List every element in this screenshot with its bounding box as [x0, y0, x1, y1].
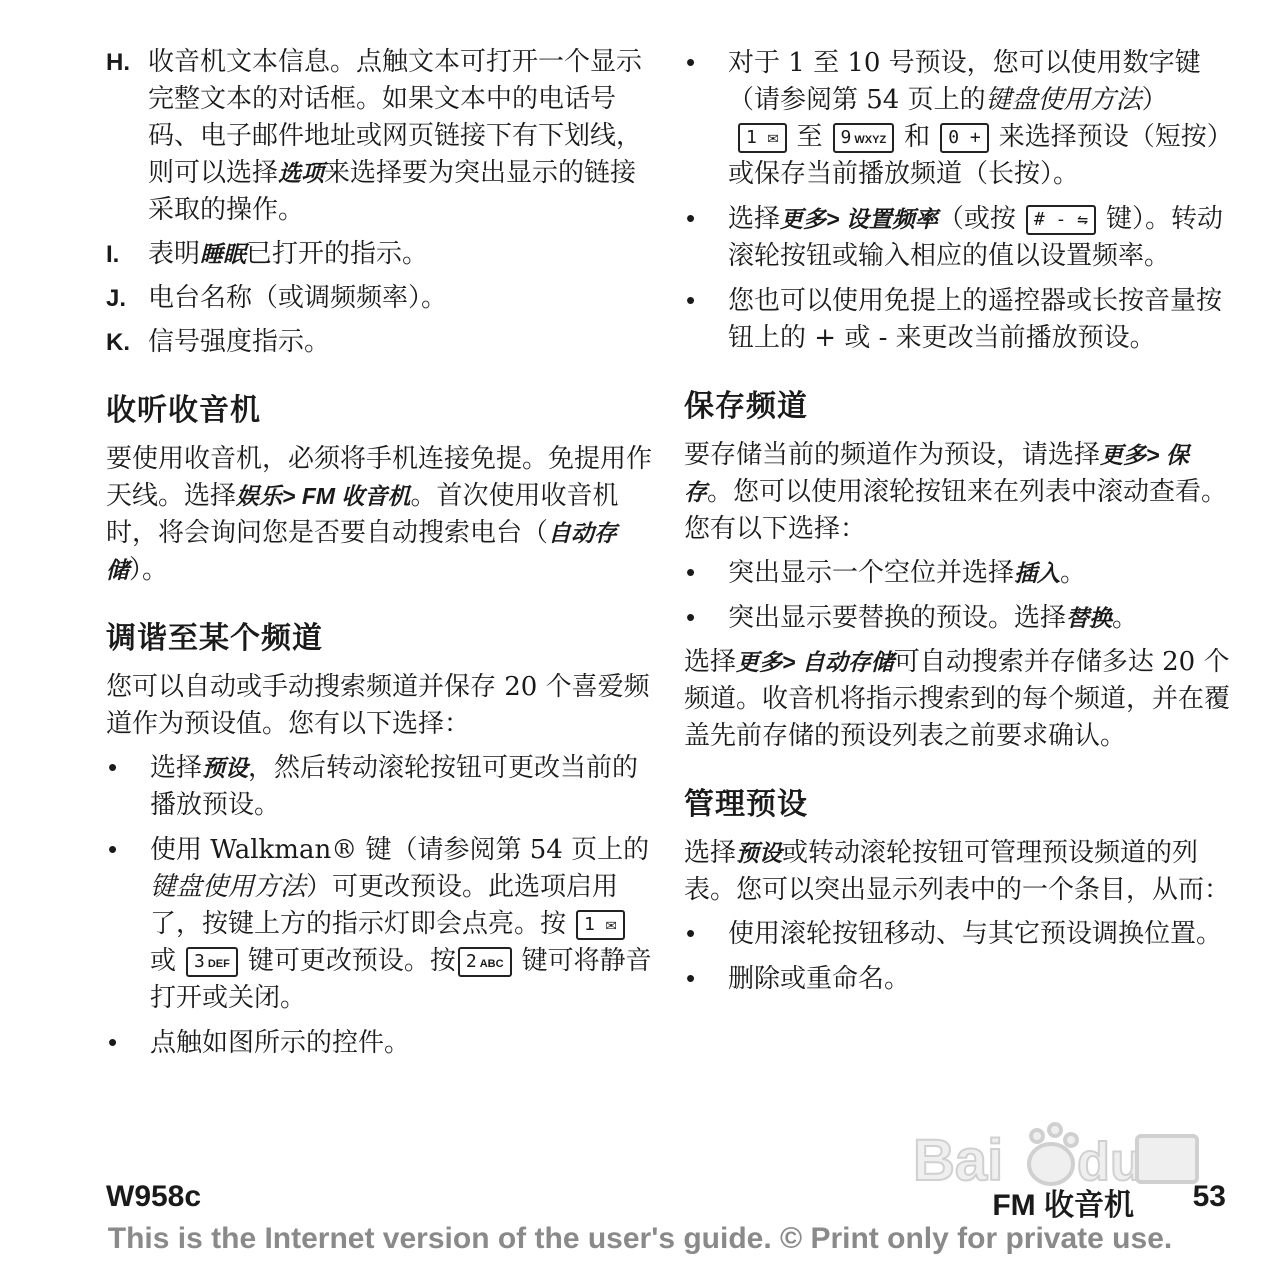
item-letter: J.	[106, 285, 127, 312]
bullet-item: • 对于 1 至 10 号预设，您可以使用数字键（请参阅第 54 页上的键盘使用方法）1 ✉ 至 9 WXYZ 和 0 + 来选择预设（短按）或保存当前播放频道（长按）。	[684, 44, 1232, 193]
item-text: 收音机文本信息。点触文本可打开一个显示完整文本的对话框。如果文本中的电话号码、电子邮件地址或网页链接下有下划线，则可以选择	[148, 47, 643, 188]
bullet-icon: •	[108, 752, 118, 782]
section-heading-tune: 调谐至某个频道	[106, 622, 323, 655]
bullet-icon: •	[686, 602, 696, 632]
item-letter: I.	[106, 241, 120, 268]
bullet-item: • 突出显示一个空位并选择插入。	[684, 554, 1232, 592]
bullet-item: • 您也可以使用免提上的遥控器或长按音量按钮上的 + 或 - 来更改当前播放预设。	[684, 282, 1232, 357]
key-9-icon: 9 WXYZ	[833, 123, 895, 153]
bullet-icon: •	[686, 203, 696, 233]
menu-command: 替换	[1066, 605, 1113, 631]
bullet-icon: •	[686, 285, 696, 315]
bullet-item: • 使用 Walkman® 键（请参阅第 54 页上的键盘使用方法）可更改预设。此选项启用了，按键上方的指示灯即会点亮。按 1 ✉或 3 DEF 键可更改预设。按 2 ABC 键可将静音打开或关闭。	[106, 831, 658, 1017]
paragraph: 选择预设或转动滚轮按钮可管理预设频道的列表。您可以突出显示列表中的一个条目，从而：	[684, 838, 1231, 905]
menu-command: 自动存储	[106, 520, 618, 583]
list-item	[106, 324, 658, 361]
section-heading-save: 保存频道	[684, 390, 808, 423]
key-1-voicemail-icon: 1 ✉	[576, 910, 625, 940]
menu-command: 选项	[278, 160, 325, 186]
bullet-item: • 选择预设，然后转动滚轮按钮可更改当前的播放预设。	[106, 749, 658, 824]
menu-command: 更多> 自动存储	[736, 649, 894, 675]
key-0-plus-icon: 0 +	[940, 123, 989, 153]
key-1-voicemail-icon: 1 ✉	[738, 123, 787, 153]
item-text: 已打开的指示。	[246, 239, 429, 269]
cross-reference: 键盘使用方法	[150, 872, 307, 902]
item-letter: H.	[106, 49, 130, 76]
list-item	[106, 44, 658, 229]
list-item	[106, 280, 658, 317]
bullet-item: • 使用滚轮按钮移动、与其它预设调换位置。	[684, 915, 1232, 953]
bullet-icon: •	[686, 918, 696, 948]
bullet-icon: •	[108, 834, 118, 864]
footer-chapter-title: FM 收音机	[992, 1189, 1134, 1222]
svg-text:Bai: Bai	[913, 1128, 1004, 1193]
menu-command: 娱乐> FM 收音机	[236, 483, 411, 509]
bullet-item: • 突出显示要替换的预设。选择替换。	[684, 599, 1232, 637]
paragraph: 要存储当前的频道作为预设，请选择更多> 保存。您可以使用滚轮按钮来在列表中滚动查看。您有以下选择：	[684, 440, 1228, 544]
menu-command: 插入	[1014, 560, 1061, 586]
key-2-icon: 2 ABC	[458, 947, 512, 977]
menu-command: 更多> 保存	[684, 442, 1189, 505]
section-heading-listen: 收听收音机	[106, 394, 261, 427]
bullet-icon: •	[686, 47, 696, 77]
paragraph: 选择更多> 自动存储可自动搜索并存储多达 20 个频道。收音机将指示搜索到的每个频道，并在覆盖先前存储的预设列表之前要求确认。	[684, 647, 1231, 751]
bullet-item: • 选择更多> 设置频率（或按 # - ⇋ 键）。转动滚轮按钮或输入相应的值以设置频率。	[684, 200, 1232, 275]
bullet-item: • 删除或重命名。	[684, 960, 1232, 998]
paragraph: 您可以自动或手动搜索频道并保存 20 个喜爱频道作为预设值。您有以下选择：	[106, 672, 650, 739]
item-text: 表明	[148, 239, 201, 269]
paragraph: 要使用收音机，必须将手机连接免提。免提用作天线。选择娱乐> FM 收音机。首次使用收音机时，将会询问您是否要自动搜索电台（自动存储）。	[106, 444, 653, 585]
left-column	[106, 44, 658, 1069]
section-heading-manage: 管理预设	[684, 788, 808, 821]
bullet-item: • 点触如图所示的控件。	[106, 1024, 658, 1062]
item-text: 电台名称（或调频频率）。	[148, 283, 448, 313]
menu-command: 更多> 设置频率	[780, 206, 938, 232]
menu-command: 预设	[202, 755, 249, 781]
list-item	[106, 236, 658, 273]
item-text: 来选择要为突出显示的链接采取的操作。	[148, 158, 637, 225]
item-letter: K.	[106, 329, 130, 356]
footer-model: W958c	[106, 1180, 202, 1213]
key-3-icon: 3 DEF	[186, 947, 238, 977]
menu-command: 预设	[736, 840, 783, 866]
key-hash-icon: # - ⇋	[1026, 205, 1096, 235]
page-number: 53	[1192, 1180, 1226, 1213]
item-text: 信号强度指示。	[148, 327, 331, 357]
svg-text:du: du	[1077, 1132, 1143, 1192]
bullet-icon: •	[686, 963, 696, 993]
cross-reference: 键盘使用方法	[985, 85, 1142, 115]
internet-version-notice: This is the Internet version of the user's guide. © Print only for private use.	[107, 1222, 1173, 1255]
right-column	[684, 44, 1232, 1005]
bullet-icon: •	[108, 1027, 118, 1057]
menu-command: 睡眠	[200, 241, 247, 267]
bullet-icon: •	[686, 557, 696, 587]
